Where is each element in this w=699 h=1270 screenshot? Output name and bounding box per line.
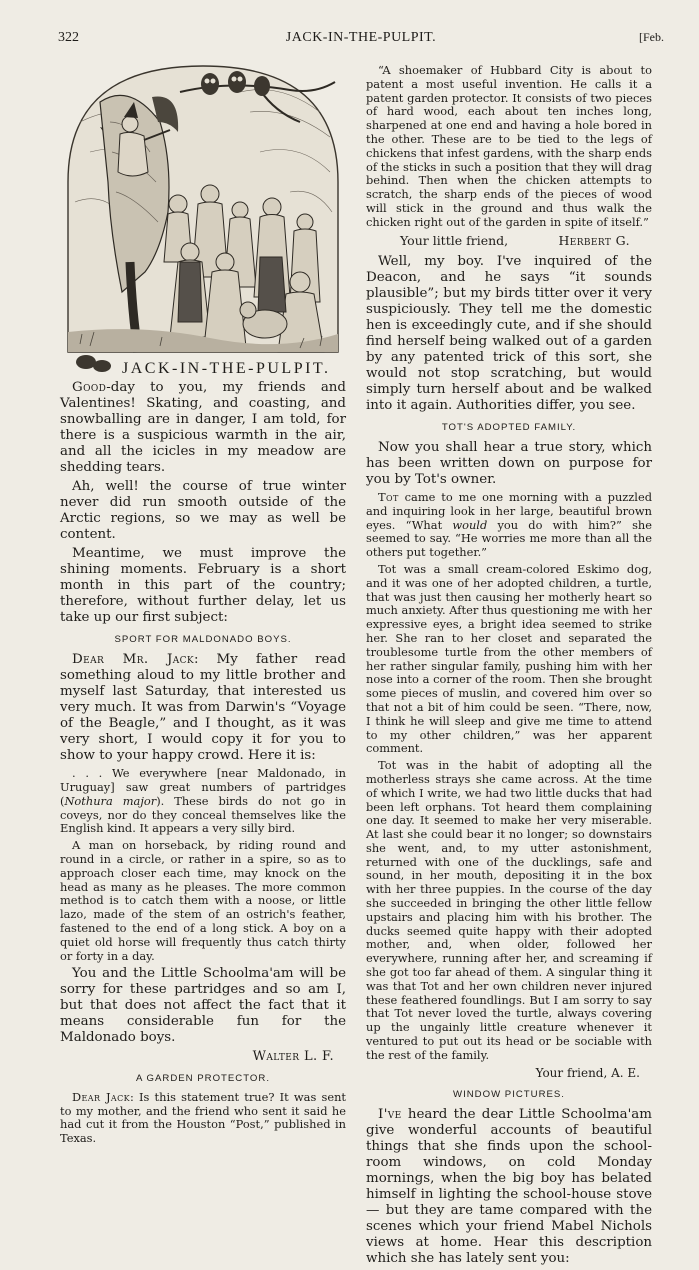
window-paragraph: I've heard the dear Little Schoolma'am give wonderful accounts of beautiful things that she finds upon the school-room windows, on cold Monday mornings, when the big boy has belated himself in lighting the school-house stove — but they are tame compared with the scenes which your friend Mabel Nichols views at home. Hear this description which she has lately sent you: xyxy=(366,1107,652,1267)
tot-paragraph-2: Tot was a small cream-colored Eskimo dog, and it was one of her adopted children, a turtle, that was just then causing her motherly heart so much anxiety. After thus questioning me with her expressive eyes, a bright idea seemed to strike her. She ran to her closet and separated the troublesome turtle from the other members of her rather singular family, pushing him with her nose into a corner of the room. Then she brought some pieces of muslin, and covered him over so that not a bit of him could be seen. “There, now, I think he will sleep and give me time to attend to my other children,” was her apparent comment. xyxy=(366,561,652,756)
page-number: 322 xyxy=(58,30,79,45)
signature-ae: Your friend, A. E. xyxy=(535,1065,640,1080)
illustration-caption: JACK-IN-THE-PULPIT. xyxy=(122,360,331,377)
intro-paragraph-2: Ah, well! the course of true winter never did run smooth outside of the Arctic regions, so we may as well be content. xyxy=(60,479,346,542)
tot-paragraph-3: Tot was in the habit of adopting all the motherless strays she came across. At the time of which I write, we had two little ducks that had been left orphans. Tot heard them complaining one day. It seemed to make her very miserable. At last she could bear it no longer; so downstairs she went, and, to my utter astonishment, returned with one of the ducklings, safe and sound, in her mouth, depositing it in the box with her three puppies. In the course of the day she succeeded in bringing the other little fellow upstairs and placing him with his brother. The ducks seemed quite happy with their adopted mother, and, when older, followed her everywhere, running after her, and screaming if she got too far ahead of them. A singular thing it was that Tot and her own children never injured these feathered foundlings. But I am sorry to say that Tot never loved the turtle, always covering up the ungainly little creature whenever it ventured to put out its head or be sociable with the rest of the family. xyxy=(366,758,652,1062)
section-heading-window: WINDOW PICTURES. xyxy=(453,1088,565,1100)
right-column xyxy=(366,64,652,1270)
running-title: JACK-IN-THE-PULPIT. xyxy=(285,30,437,45)
letter-maldonado: Dear Mr. Jack: My father read something aloud to my little brother and myself last Saturday, that interested us very much. It was from Darwin's “Voyage of the Beagle,” and I thought, as it was very short, I would copy it for you to show to your happy crowd. Here it is: xyxy=(60,652,346,764)
running-header xyxy=(58,30,664,46)
jack-in-the-pulpit-illustration xyxy=(60,62,346,380)
engraving-image xyxy=(60,62,346,380)
intro-paragraph-3: Meantime, we must improve the shining moments. February is a short month in this part of the country; therefore, without further delay, let us take up our first subject: xyxy=(60,546,346,625)
signature-walter: Walter L. F. xyxy=(252,1049,334,1065)
intro-paragraph-1: Good-day to you, my friends and Valentines! Skating, and coasting, and snowballing are in danger, I am told, for there is a suspicious warmth in the air, and all the icicles in my meadow are shedding tears. xyxy=(60,380,346,475)
section-heading-maldonado: SPORT FOR MALDONADO BOYS. xyxy=(114,634,292,645)
tot-paragraph-1: Tot came to me one morning with a puzzled and inquiring look in her large, beautiful brown eyes. “What would you do with him?” she seemed to say. “He worries me more than all the others put together.” xyxy=(366,489,652,560)
issue-month: [Feb. xyxy=(639,30,664,44)
darwin-quote-1: . . . We everywhere [near Maldonado, in Uruguay] saw great numbers of partridges (Nothura major). These birds do not go in coveys, nor do they conceal themselves like the English kind. It appears a very silly bird. xyxy=(60,766,346,836)
letter-garden: Dear Jack: Is this statement true? It was sent to my mother, and the friend who sent it said he had cut it from the Houston “Post,” published in Texas. xyxy=(60,1089,346,1146)
section-heading-tot: TOT'S ADOPTED FAMILY. xyxy=(441,421,577,433)
shoemaker-quote: “A shoemaker of Hubbard City is about to patent a most useful invention. He calls it a patent garden protector. It consists of two pieces of hard wood, each about ten inches long, sharpened at one end and having a hole bored in the other. These are to be tied to the legs of chickens that infest gardens, with the sharp ends of the sticks in such a position that they will drag behind. Then when the chicken attempts to scratch, the sharp ends of the pieces of wood will stick in the ground and thus walk the chicken right out of the garden in spite of itself.” xyxy=(366,63,652,229)
deacon-paragraph: Well, my boy. I've inquired of the Deacon, and he says “it sounds plausible”; but my birds titter over it very suspiciously. They tell me the domestic hen is exceedingly cute, and if she should find herself being walked out of a garden by any patented trick of this sort, she would not stop scratching, but would simply turn herself about and be walked into it again. Authorities differ, you see. xyxy=(366,253,652,413)
tot-intro: Now you shall hear a true story, which has been written down on purpose for you by Tot's owner. xyxy=(366,439,652,487)
left-column xyxy=(60,62,346,1149)
closing-herbert: Your little friend, Herbert G. xyxy=(400,232,630,248)
reply-maldonado: You and the Little Schoolma'am will be sorry for these partridges and so am I, but that does not affect the fact that it means considerable fun for the Maldonado boys. xyxy=(60,966,346,1046)
section-heading-garden: A GARDEN PROTECTOR. xyxy=(136,1072,270,1084)
darwin-quote-2: A man on horseback, by riding round and round in a circle, or rather in a spire, so as to approach closer each time, may knock on the head as many as he pleases. The more common method is to catch them with a noose, or little lazo, made of the stem of an ostrich's feather, fastened to the end of a long stick. A boy on a quiet old horse will frequently thus catch thirty or forty in a day. xyxy=(60,838,346,963)
